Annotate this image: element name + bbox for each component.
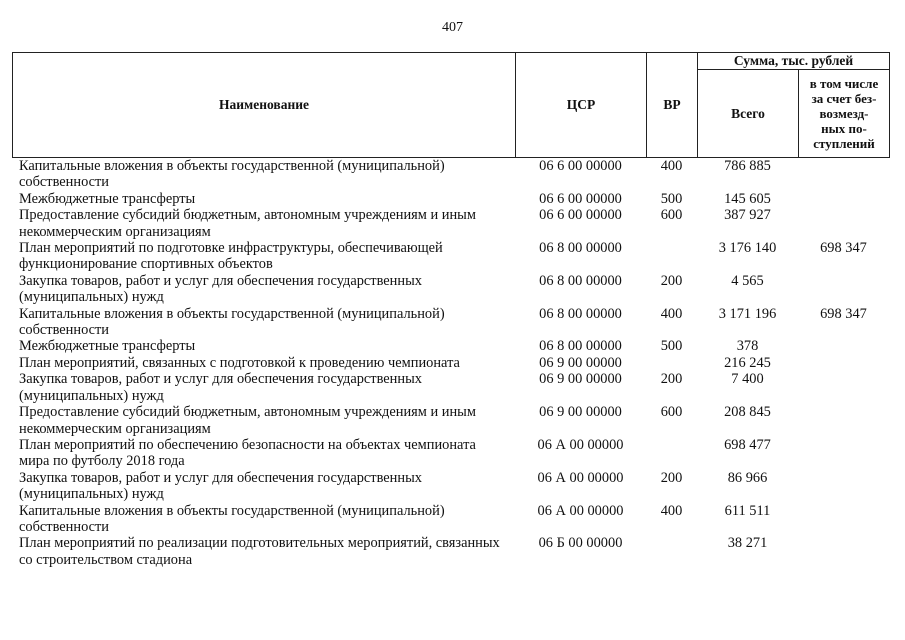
row-vr <box>646 535 697 568</box>
row-total: 3 171 196 <box>718 305 777 322</box>
row-total: 387 927 <box>724 207 771 224</box>
row-csr: 06 А 00 00000 <box>537 502 624 519</box>
row-name: Закупка товаров, работ и услуг для обеспечения государственных (муниципальных) нужд <box>19 371 422 404</box>
table-body <box>12 158 889 568</box>
row-csr: 06 8 00 00000 <box>539 305 622 322</box>
table-row <box>12 355 889 371</box>
table-row <box>12 371 889 404</box>
row-csr: 06 Б 00 00000 <box>538 535 623 552</box>
table-row <box>12 191 889 207</box>
row-csr: 06 9 00 00000 <box>539 354 622 371</box>
row-name: Капитальные вложения в объекты государственной (муниципальной) собственности <box>19 502 445 535</box>
table-row <box>12 273 889 306</box>
row-name: План мероприятий по подготовке инфраструктуры, обеспечивающей функционирование спортивных объектов <box>19 240 443 273</box>
row-name: Капитальные вложения в объекты государственной (муниципальной) собственности <box>19 158 445 191</box>
row-free <box>798 404 889 437</box>
row-total: 698 477 <box>724 436 771 453</box>
table-row <box>12 437 889 470</box>
row-csr: 06 А 00 00000 <box>537 436 624 453</box>
row-vr: 200 <box>660 371 683 388</box>
table-row <box>12 207 889 240</box>
row-free <box>798 158 889 191</box>
table-row <box>12 306 889 339</box>
header-free-line: ных по- <box>821 121 867 136</box>
header-total: Всего <box>698 70 799 158</box>
row-total: 145 605 <box>724 190 771 207</box>
row-vr <box>646 240 697 273</box>
table-row <box>12 503 889 536</box>
row-name: Предоставление субсидий бюджетным, автономным учреждениям и иным некоммерческим организациям <box>19 404 476 437</box>
row-name: Межбюджетные трансферты <box>19 338 196 355</box>
row-name: Капитальные вложения в объекты государственной (муниципальной) собственности <box>19 305 445 339</box>
row-free <box>798 338 889 354</box>
row-vr: 400 <box>660 502 683 519</box>
row-csr: 06 6 00 00000 <box>539 190 622 207</box>
row-free <box>798 437 889 470</box>
row-free <box>798 273 889 306</box>
header-vr: ВР <box>647 53 698 158</box>
row-total: 86 966 <box>727 469 768 486</box>
row-vr: 400 <box>660 158 683 174</box>
row-name: Предоставление субсидий бюджетным, автономным учреждениям и иным некоммерческим организациям <box>19 207 476 240</box>
table-row <box>12 470 889 503</box>
header-csr: ЦСР <box>516 53 647 158</box>
header-free-line: возмезд- <box>819 106 869 121</box>
row-csr: 06 9 00 00000 <box>539 404 622 421</box>
table-row <box>12 404 889 437</box>
row-total: 216 245 <box>724 354 771 371</box>
row-free: 698 347 <box>820 305 867 322</box>
row-free <box>798 207 889 240</box>
row-vr: 600 <box>660 404 683 421</box>
row-vr <box>646 355 697 371</box>
row-csr: 06 9 00 00000 <box>539 371 622 388</box>
row-total: 4 565 <box>731 272 764 289</box>
table-row <box>12 240 889 273</box>
page-number: 407 <box>442 20 463 35</box>
row-vr: 600 <box>660 207 683 224</box>
table-header <box>12 52 890 158</box>
row-name: Закупка товаров, работ и услуг для обеспечения государственных (муниципальных) нужд <box>19 272 422 306</box>
header-name: Наименование <box>13 53 516 158</box>
row-name: Межбюджетные трансферты <box>19 190 196 207</box>
header-free <box>799 70 890 158</box>
row-vr: 200 <box>660 272 683 289</box>
row-free <box>798 191 889 207</box>
table-row <box>12 158 889 191</box>
row-total: 38 271 <box>727 535 768 552</box>
row-total: 786 885 <box>724 158 771 174</box>
row-csr: 06 8 00 00000 <box>539 338 622 355</box>
table-row <box>12 535 889 568</box>
table-row <box>12 338 889 354</box>
header-sum: Сумма, тыс. рублей <box>698 53 890 70</box>
row-total: 208 845 <box>724 404 771 421</box>
row-name: План мероприятий, связанных с подготовкой к проведению чемпионата <box>19 354 460 371</box>
header-free-line: в том числе <box>809 76 879 91</box>
header-free-line: за счет без- <box>811 91 877 106</box>
row-name: План мероприятий по реализации подготовительных мероприятий, связанных со строительством стадиона <box>19 535 500 568</box>
row-vr: 500 <box>660 190 683 207</box>
row-csr: 06 8 00 00000 <box>539 240 622 257</box>
row-name: Закупка товаров, работ и услуг для обеспечения государственных (муниципальных) нужд <box>19 469 422 503</box>
row-vr <box>646 437 697 470</box>
row-vr: 400 <box>660 305 683 322</box>
row-total: 611 511 <box>724 502 771 519</box>
row-csr: 06 8 00 00000 <box>539 272 622 289</box>
row-free <box>798 535 889 568</box>
row-vr: 200 <box>660 469 683 486</box>
row-name: План мероприятий по обеспечению безопасности на объектах чемпионата мира по футболу 2018 года <box>19 436 476 470</box>
row-vr: 500 <box>660 338 683 355</box>
row-csr: 06 6 00 00000 <box>539 207 622 224</box>
row-free <box>798 470 889 503</box>
row-free: 698 347 <box>820 240 867 257</box>
row-free <box>798 355 889 371</box>
row-free <box>798 371 889 404</box>
header-free-line: ступлений <box>813 136 875 151</box>
row-total: 3 176 140 <box>718 240 777 257</box>
row-csr: 06 6 00 00000 <box>539 158 622 174</box>
row-total: 7 400 <box>731 371 764 388</box>
row-total: 378 <box>736 338 759 355</box>
row-free <box>798 503 889 536</box>
row-csr: 06 А 00 00000 <box>537 469 624 486</box>
